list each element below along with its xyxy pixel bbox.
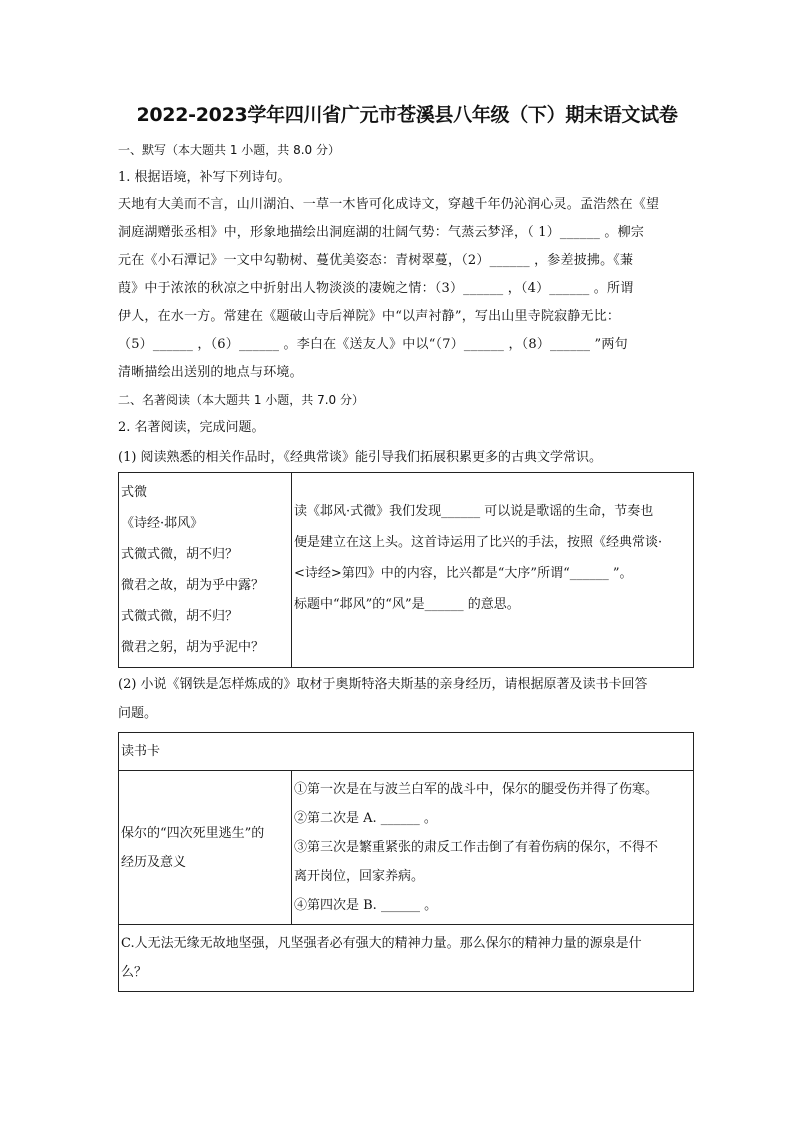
reading-card-header: 读书卡 xyxy=(119,733,694,771)
poem-question-cell xyxy=(292,473,694,668)
question-line: 标题中“邶风”的“风”是______ 的意思。 xyxy=(294,597,520,612)
section-1-heading: 一、默写（本大题共 1 小题，共 8.0 分） xyxy=(118,143,340,157)
passage-line: 元在《小石潭记》一文中勾勒树、蔓优美姿态：青树翠蔓，（2）______ ，参差披拂。《蒹 xyxy=(118,253,634,268)
poem-line: 式微式微，胡不归？ xyxy=(121,609,239,624)
passage-line: 洞庭湖赠张丞相》中，形象地描绘出洞庭湖的壮阔气势：气蒸云梦泽，（ 1）______ 。柳宗 xyxy=(118,225,645,240)
question-line: 便是建立在这上头。这首诗运用了比兴的手法，按照《经典常谈· xyxy=(294,535,663,550)
reading-card-content xyxy=(292,771,694,925)
question-line: <诗经>第四》中的内容，比兴都是“大序”所谓“______ ”。 xyxy=(294,566,633,581)
question-line: C.人无法无缘无故地坚强，凡坚强者必有强大的精神力量。那么保尔的精神力量的源泉是什 xyxy=(121,936,642,951)
passage-line: 伊人，在水一方。常建在《题破山寺后禅院》中“以声衬静”，写出山里寺院寂静无比： xyxy=(118,309,621,324)
exam-page xyxy=(118,100,694,992)
passage-line: 天地有大美而不言，山川湖泊、一草一木皆可化成诗文，穿越千年仍沁润心灵。孟浩然在《望 xyxy=(118,197,660,212)
reading-card-label xyxy=(119,771,292,925)
passage-line: 葭》中于浓浓的秋凉之中折射出人物淡淡的凄婉之情：（3）______ ，（4）______ 。所谓 xyxy=(118,281,634,296)
poem-line: 《诗经·邶风》 xyxy=(121,516,204,531)
question-line: 么？ xyxy=(121,965,148,980)
poem-cell xyxy=(119,473,292,668)
sub-question-2 xyxy=(118,670,694,728)
question-1-prompt: 1. 根据语境，补写下列诗句。 xyxy=(118,170,291,185)
question-2-prompt: 2. 名著阅读，完成问题。 xyxy=(118,420,265,435)
content-line: ④第四次是 B. ______ 。 xyxy=(294,898,438,913)
content-line: ①第一次是在与波兰白军的战斗中，保尔的腿受伤并得了伤寒。 xyxy=(294,782,659,797)
content-line: ③第三次是繁重紧张的肃反工作击倒了有着伤病的保尔，不得不 xyxy=(294,840,659,855)
poem-line: 微君之躬，胡为乎泥中？ xyxy=(121,640,265,655)
poem-line: 式微 xyxy=(121,485,148,500)
sub-question-2-line: 问题。 xyxy=(118,706,158,721)
label-line: 保尔的“四次死里逃生”的 xyxy=(121,825,265,841)
reading-card-question xyxy=(119,925,694,992)
content-line: ②第二次是 A. ______ 。 xyxy=(294,811,437,826)
passage-line: （5）______ ，（6）______ 。李白在《送友人》中以“（7）______ ，（8）______ ”两句 xyxy=(118,337,628,352)
passage-line: 清晰描绘出送别的地点与环境。 xyxy=(118,365,303,380)
poem-line: 微君之故，胡为乎中露？ xyxy=(121,578,265,593)
sub-question-2-line: (2) 小说《钢铁是怎样炼成的》取材于奥斯特洛夫斯基的亲身经历，请根据原著及读书卡回答 xyxy=(118,677,648,692)
sub-question-1: (1) 阅读熟悉的相关作品时，《经典常谈》能引导我们拓展积累更多的古典文学常识。 xyxy=(118,450,603,465)
section-2-heading: 二、名著阅读（本大题共 1 小题，共 7.0 分） xyxy=(118,393,364,407)
label-line: 经历及意义 xyxy=(121,854,187,870)
question-1-passage xyxy=(118,191,694,387)
page-title: 2022-2023学年四川省广元市苍溪县八年级（下）期末语文试卷 xyxy=(136,104,678,126)
poem-table xyxy=(118,472,694,668)
poem-line: 式微式微，胡不归？ xyxy=(121,547,239,562)
content-line: 离开岗位，回家养病。 xyxy=(294,869,425,884)
question-line: 读《邶风·式微》我们发现______ 可以说是歌谣的生命，节奏也 xyxy=(294,504,654,519)
reading-card-table xyxy=(118,732,694,992)
